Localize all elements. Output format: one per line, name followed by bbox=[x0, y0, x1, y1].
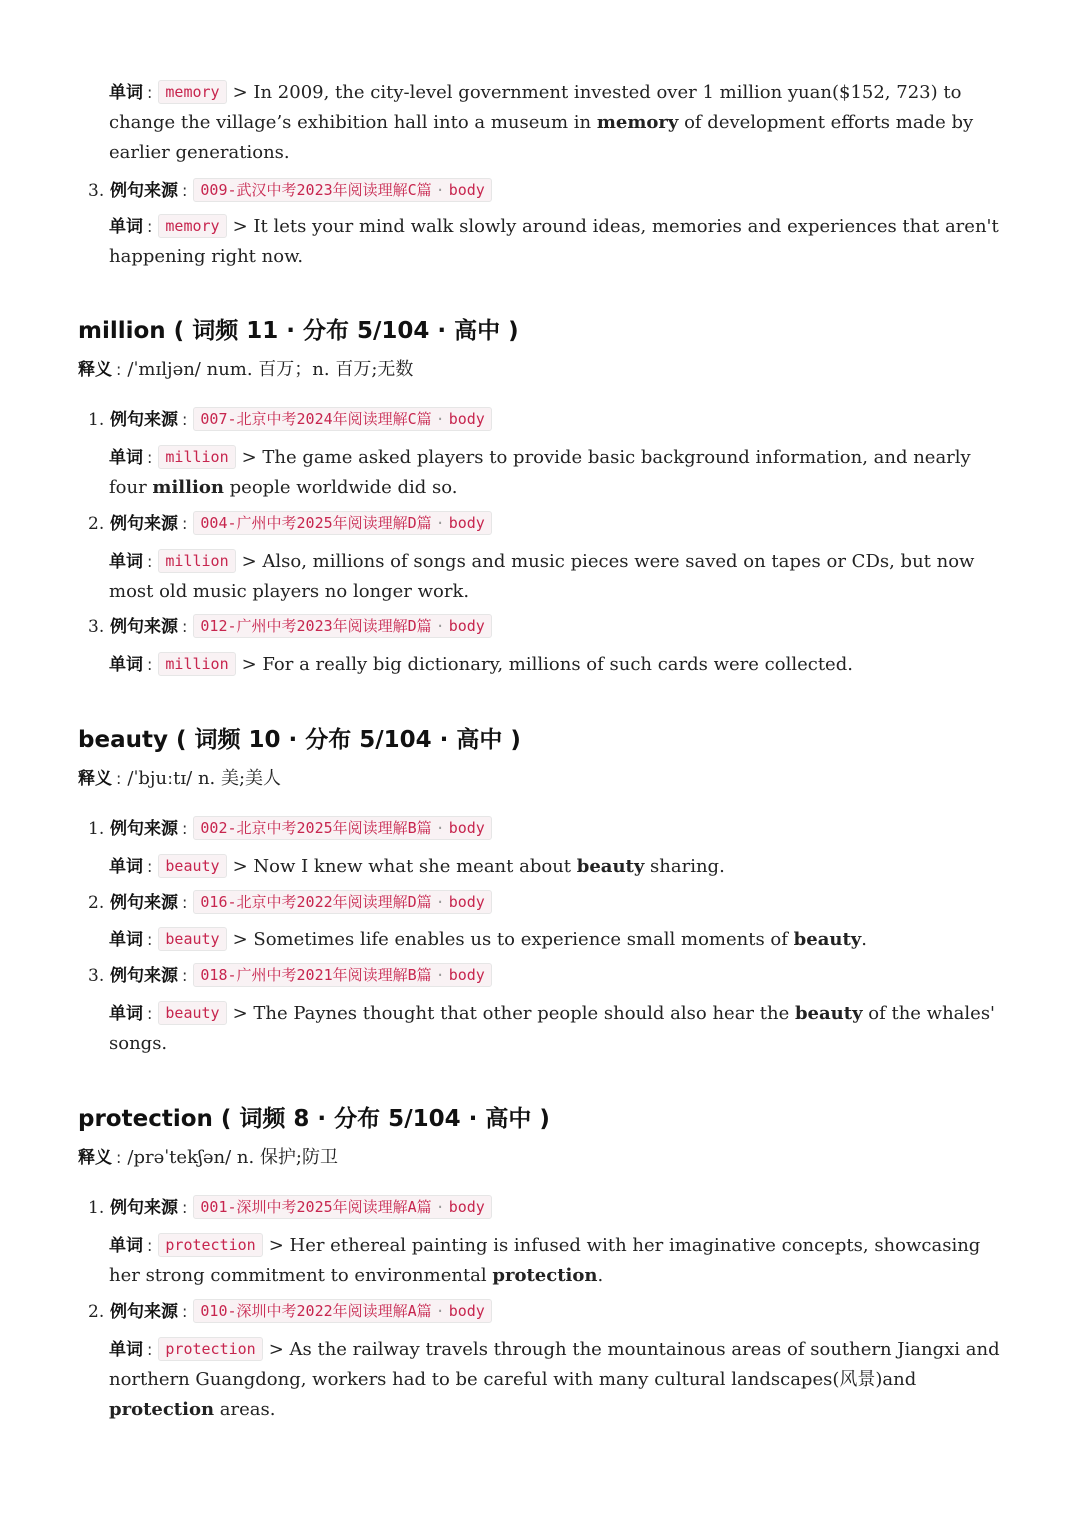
example-sentence: 单词 : memory > It lets your mind walk slowly around ideas, memories and experiences that aren't happening right now. bbox=[109, 216, 999, 267]
example-sentence: 单词 : memory > In 2009, the city-level government invested over 1 million yuan($152, 723) to change the village’s exhibition hall into a museum in memory of development efforts made by earlier generations. bbox=[109, 82, 974, 163]
example-sentence: 单词 : protection > Her ethereal painting is infused with her imaginative concepts, showcasing her strong commitment to environmental protection. bbox=[109, 1235, 981, 1286]
source-tag: 002-北京中考2025年阅读理解B篇 · body bbox=[193, 816, 491, 840]
source-tag: 004-广州中考2025年阅读理解D篇 · body bbox=[193, 511, 491, 535]
example-source: 2. 例句来源 : 010-深圳中考2022年阅读理解A篇 · body bbox=[88, 1297, 988, 1327]
word-tag: beauty bbox=[158, 927, 226, 951]
example-source: 3. 例句来源 : 012-广州中考2023年阅读理解D篇 · body bbox=[88, 612, 988, 642]
example-source: 3. 例句来源 : 009-武汉中考2023年阅读理解C篇 · body bbox=[88, 176, 988, 206]
source-tag: 016-北京中考2022年阅读理解D篇 · body bbox=[193, 890, 491, 914]
example-sentence: 单词 : beauty > Now I knew what she meant about beauty sharing. bbox=[109, 856, 725, 877]
list-number: 3. bbox=[88, 181, 105, 201]
source-tag: 009-武汉中考2023年阅读理解C篇 · body bbox=[193, 178, 491, 202]
source-tag: 012-广州中考2023年阅读理解D篇 · body bbox=[193, 614, 491, 638]
example-sentence: 单词 : million > Also, millions of songs and music pieces were saved on tapes or CDs, but now most old music players no longer work. bbox=[109, 551, 975, 602]
word-entry-beauty bbox=[78, 725, 1008, 793]
highlight-word: beauty bbox=[793, 929, 862, 950]
word-entry-protection bbox=[78, 1104, 1008, 1172]
source-tag: 001-深圳中考2025年阅读理解A篇 · body bbox=[193, 1195, 491, 1219]
entry-heading: protection ( 词频 8 · 分布 5/104 · 高中 ) bbox=[78, 1106, 550, 1132]
entry-heading: million ( 词频 11 · 分布 5/104 · 高中 ) bbox=[78, 318, 519, 344]
example-sentence: 单词 : beauty > Sometimes life enables us to experience small moments of beauty. bbox=[109, 929, 867, 950]
highlight-word: memory bbox=[596, 112, 679, 133]
source-tag: 010-深圳中考2022年阅读理解A篇 · body bbox=[193, 1299, 491, 1323]
word-tag: memory bbox=[158, 214, 226, 238]
example-sentence: 单词 : million > The game asked players to provide basic background information, and nearly four million people worldwide did so. bbox=[109, 447, 971, 498]
word-tag: protection bbox=[158, 1233, 262, 1257]
highlight-word: protection bbox=[492, 1265, 598, 1286]
sentence-text-end: of development efforts made by earlier generations. bbox=[109, 112, 974, 163]
word-tag: beauty bbox=[158, 1001, 226, 1025]
example-sentence: 单词 : protection > As the railway travels through the mountainous areas of southern Jiangxi and northern Guangdong, workers had to be careful with many cultural landscapes(风景)and protection areas. bbox=[109, 1339, 1000, 1420]
source-tag: 018-广州中考2021年阅读理解B篇 · body bbox=[193, 963, 491, 987]
word-tag: million bbox=[158, 549, 235, 573]
example-source: 1. 例句来源 : 002-北京中考2025年阅读理解B篇 · body bbox=[88, 814, 988, 844]
highlight-word: beauty bbox=[794, 1003, 863, 1024]
example-source: 2. 例句来源 : 004-广州中考2025年阅读理解D篇 · body bbox=[88, 509, 988, 539]
source-label: 例句来源 bbox=[110, 181, 178, 201]
word-tag: beauty bbox=[158, 854, 226, 878]
source-tag: 007-北京中考2024年阅读理解C篇 · body bbox=[193, 407, 491, 431]
entry-definition: 释义 : /ˈbjuːtɪ/ n. 美;美人 bbox=[78, 768, 282, 789]
highlight-word: million bbox=[152, 477, 224, 498]
word-label: 单词 bbox=[109, 217, 143, 237]
example-source: 2. 例句来源 : 016-北京中考2022年阅读理解D篇 · body bbox=[88, 888, 988, 918]
example-sentence: 单词 : million > For a really big dictionary, millions of such cards were collected. bbox=[109, 654, 853, 675]
entry-definition: 释义 : /ˈmɪljən/ num. 百万；n. 百万;无数 bbox=[78, 359, 414, 380]
sentence-text: > It lets your mind walk slowly around ideas, memories and experiences that aren't happening right now. bbox=[109, 216, 999, 267]
example-sentence: 单词 : beauty > The Paynes thought that other people should also hear the beauty of the whales' songs. bbox=[109, 1003, 995, 1054]
entry-heading: beauty ( 词频 10 · 分布 5/104 · 高中 ) bbox=[78, 727, 521, 753]
word-tag: protection bbox=[158, 1337, 262, 1361]
example-source: 3. 例句来源 : 018-广州中考2021年阅读理解B篇 · body bbox=[88, 961, 988, 991]
example-source: 1. 例句来源 : 001-深圳中考2025年阅读理解A篇 · body bbox=[88, 1193, 988, 1223]
sentence-text: > In 2009, the city-level government invested over 1 million yuan($152, 723) to change the village’s exhibition hall into a museum in bbox=[109, 82, 962, 133]
highlight-word: beauty bbox=[576, 856, 645, 877]
example-source: 1. 例句来源 : 007-北京中考2024年阅读理解C篇 · body bbox=[88, 405, 988, 435]
word-tag: million bbox=[158, 652, 235, 676]
entry-definition: 释义 : /prəˈtekʃən/ n. 保护;防卫 bbox=[78, 1147, 338, 1168]
word-tag: memory bbox=[158, 80, 226, 104]
word-label: 单词 bbox=[109, 83, 143, 103]
word-tag: million bbox=[158, 445, 235, 469]
word-entry-million bbox=[78, 316, 1008, 384]
highlight-word: protection bbox=[109, 1399, 215, 1420]
